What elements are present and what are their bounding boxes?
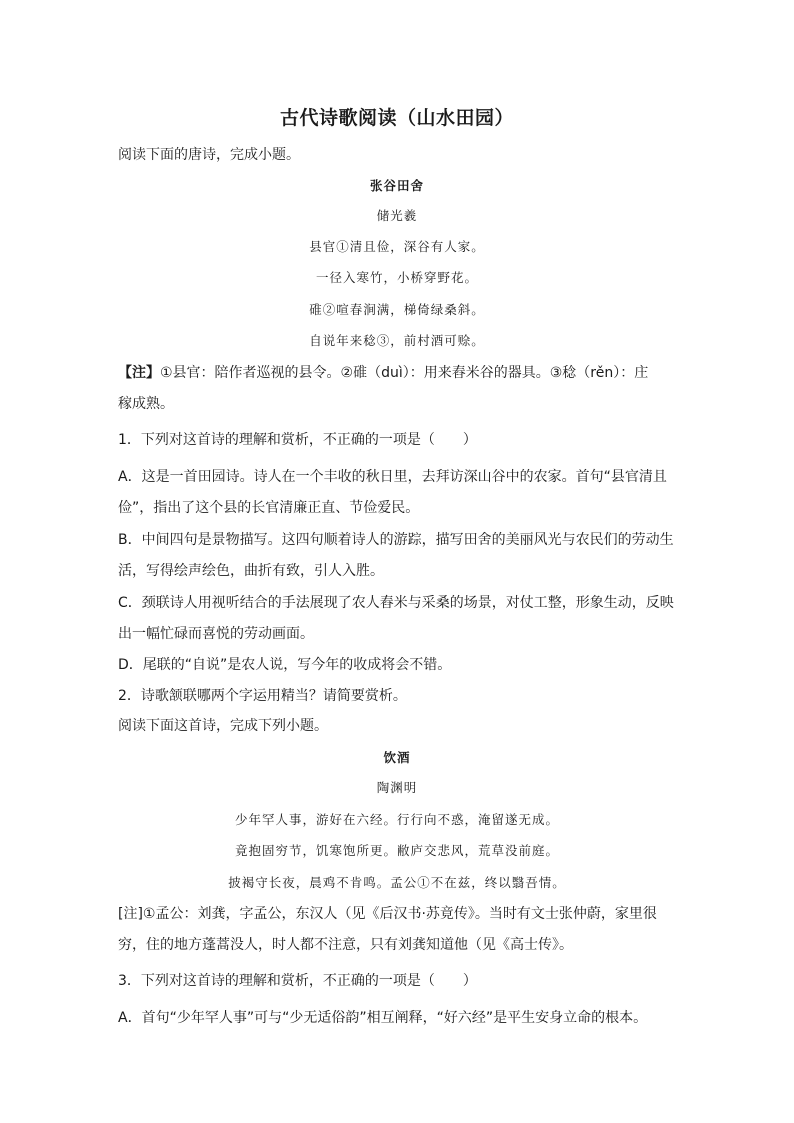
poem2-title: 饮酒: [383, 750, 411, 765]
q1-option-c-cont: 出一幅忙碌而喜悦的劳动画面。: [118, 626, 314, 642]
q3-option-a: A．首句“少年罕人事”可与“少无适俗韵”相互阐释，“好六经”是平生安身立命的根本。: [118, 1010, 648, 1026]
poem1-line: 县官①清且俭，深谷有人家。: [309, 239, 485, 254]
poem2-note: [注]①孟公：刘龚，字孟公，东汉人（见《后汉书·苏竟传》。当时有文士张仲蔚，家里很: [118, 906, 657, 922]
poem1-title: 张谷田舍: [369, 178, 424, 193]
poem2-line: 披褐守长夜，晨鸡不肯鸣。孟公①不在兹，终以翳吾情。: [228, 875, 566, 890]
poem1-note: [118, 363, 683, 383]
q1-option-a-cont: 俭”，指出了这个县的长官清廉正直、节俭爱民。: [118, 500, 420, 516]
poem2-line: 竟抱固穷节，饥寒饱所更。敝庐交悲风，荒草没前庭。: [234, 843, 559, 858]
poem1-line: 一径入寒竹，小桥穿野花。: [315, 270, 478, 285]
poem1-author: 储光羲: [376, 208, 418, 223]
question-1: 1．下列对这首诗的理解和赏析，不正确的一项是（ ）: [118, 432, 477, 448]
poem2-author: 陶渊明: [376, 780, 418, 795]
note-text: ①县官：陪作者巡视的县令。②碓（duì）：用来舂米谷的器具。③稔（rěn）：庄: [160, 365, 649, 381]
q1-option-d: D．尾联的“自说”是农人说，写今年的收成将会不错。: [118, 657, 452, 673]
poem2-note-cont: 穷，住的地方蓬蒿没人，时人都不注意，只有刘龚知道他（见《高士传》。: [118, 937, 573, 953]
poem1-line: 自说年来稔③，前村酒可赊。: [309, 333, 485, 348]
question-2: 2．诗歌颔联哪两个字运用精当？请简要赏析。: [118, 688, 407, 704]
section1-intro: 阅读下面的唐诗，完成小题。: [118, 147, 300, 163]
poem2-line: 少年罕人事，游好在六经。行行向不惑，淹留遂无成。: [234, 812, 559, 827]
section2-intro: 阅读下面这首诗，完成下列小题。: [118, 718, 328, 734]
poem1-line: 碓②喧春涧满，梯倚绿桑斜。: [309, 302, 485, 317]
q1-option-b-cont: 活，写得绘声绘色，曲折有致，引人入胜。: [118, 563, 384, 579]
q1-option-a: A．这是一首田园诗。诗人在一个丰收的秋日里，去拜访深山谷中的农家。首句“县官清且: [118, 469, 667, 485]
page-title: 古代诗歌阅读（山水田园）: [279, 107, 514, 129]
poem1-note-cont: 稼成熟。: [118, 396, 174, 412]
q1-option-b: B．中间四句是景物描写。这四句顺着诗人的游踪，描写田舍的美丽风光与农民们的劳动生: [118, 532, 674, 548]
note-bracket: 【注】: [118, 365, 160, 381]
question-3: 3．下列对这首诗的理解和赏析，不正确的一项是（ ）: [118, 973, 477, 989]
q1-option-c: C．颈联诗人用视听结合的手法展现了农人舂米与采桑的场景，对仗工整，形象生动，反映: [118, 595, 674, 611]
